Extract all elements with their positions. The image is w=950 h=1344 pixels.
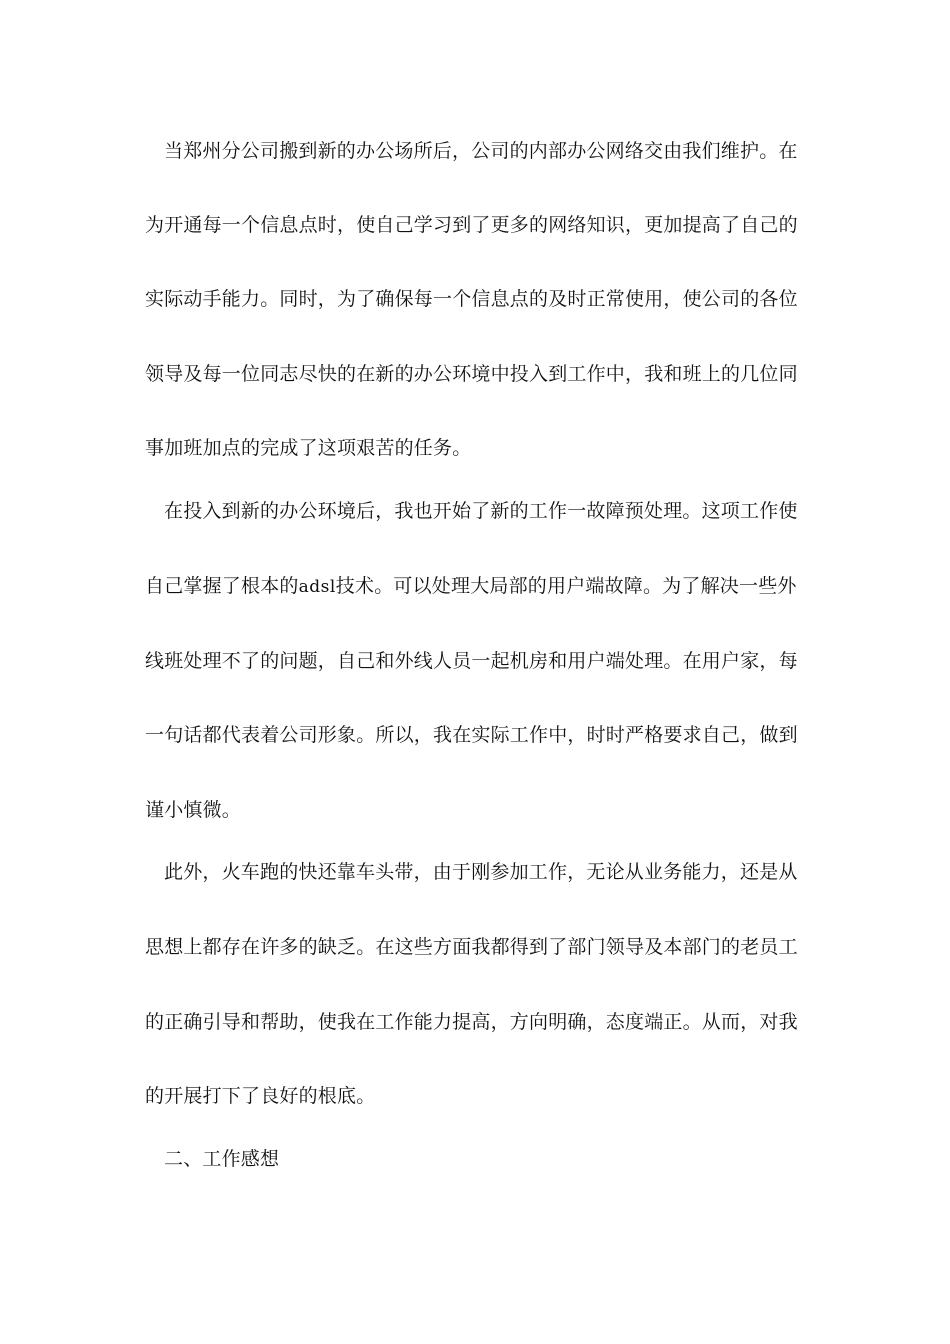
paragraph-2-line-5: 谨小慎微。 [145, 799, 242, 821]
paragraph-1-line-5: 事加班加点的完成了这项艰苦的任务。 [145, 437, 472, 459]
paragraph-2-line-2 [145, 573, 805, 599]
paragraph-1-line-3: 实际动手能力。同时，为了确保每一个信息点的及时正常使用，使公司的各位 [145, 288, 798, 310]
paragraph-2-line-1: 在投入到新的办公环境后，我也开始了新的工作一故障预处理。这项工作使 [164, 500, 798, 522]
section-heading: 二、工作感想 [164, 1148, 280, 1170]
paragraph-2-line-2-text-after: 技术。可以处理大局部的用户端故障。为了解决一些外 [335, 575, 797, 597]
paragraph-1-line-4: 领导及每一位同志尽快的在新的办公环境中投入到工作中，我和班上的几位同 [145, 363, 798, 385]
adsl-term: adsl [298, 577, 336, 597]
paragraph-3-line-4: 的开展打下了良好的根底。 [145, 1085, 376, 1107]
paragraph-1-line-1: 当郑州分公司搬到新的办公场所后，公司的内部办公网络交由我们维护。在 [164, 140, 798, 162]
paragraph-3-line-1: 此外，火车跑的快还靠车头带，由于刚参加工作，无论从业务能力，还是从 [164, 861, 798, 883]
paragraph-2-line-4: 一句话都代表着公司形象。所以，我在实际工作中，时时严格要求自己，做到 [145, 724, 798, 746]
paragraph-1-line-2: 为开通每一个信息点时，使自己学习到了更多的网络知识，更加提高了自己的 [145, 214, 798, 236]
paragraph-2-line-2-text-before: 自己掌握了根本的 [145, 575, 299, 597]
paragraph-3-line-3: 的正确引导和帮助，使我在工作能力提高，方向明确，态度端正。从而，对我 [145, 1011, 798, 1033]
paragraph-2-line-3: 线班处理不了的问题，自己和外线人员一起机房和用户端处理。在用户家，每 [145, 650, 798, 672]
paragraph-3-line-2: 思想上都存在许多的缺乏。在这些方面我都得到了部门领导及本部门的老员工 [145, 936, 798, 958]
